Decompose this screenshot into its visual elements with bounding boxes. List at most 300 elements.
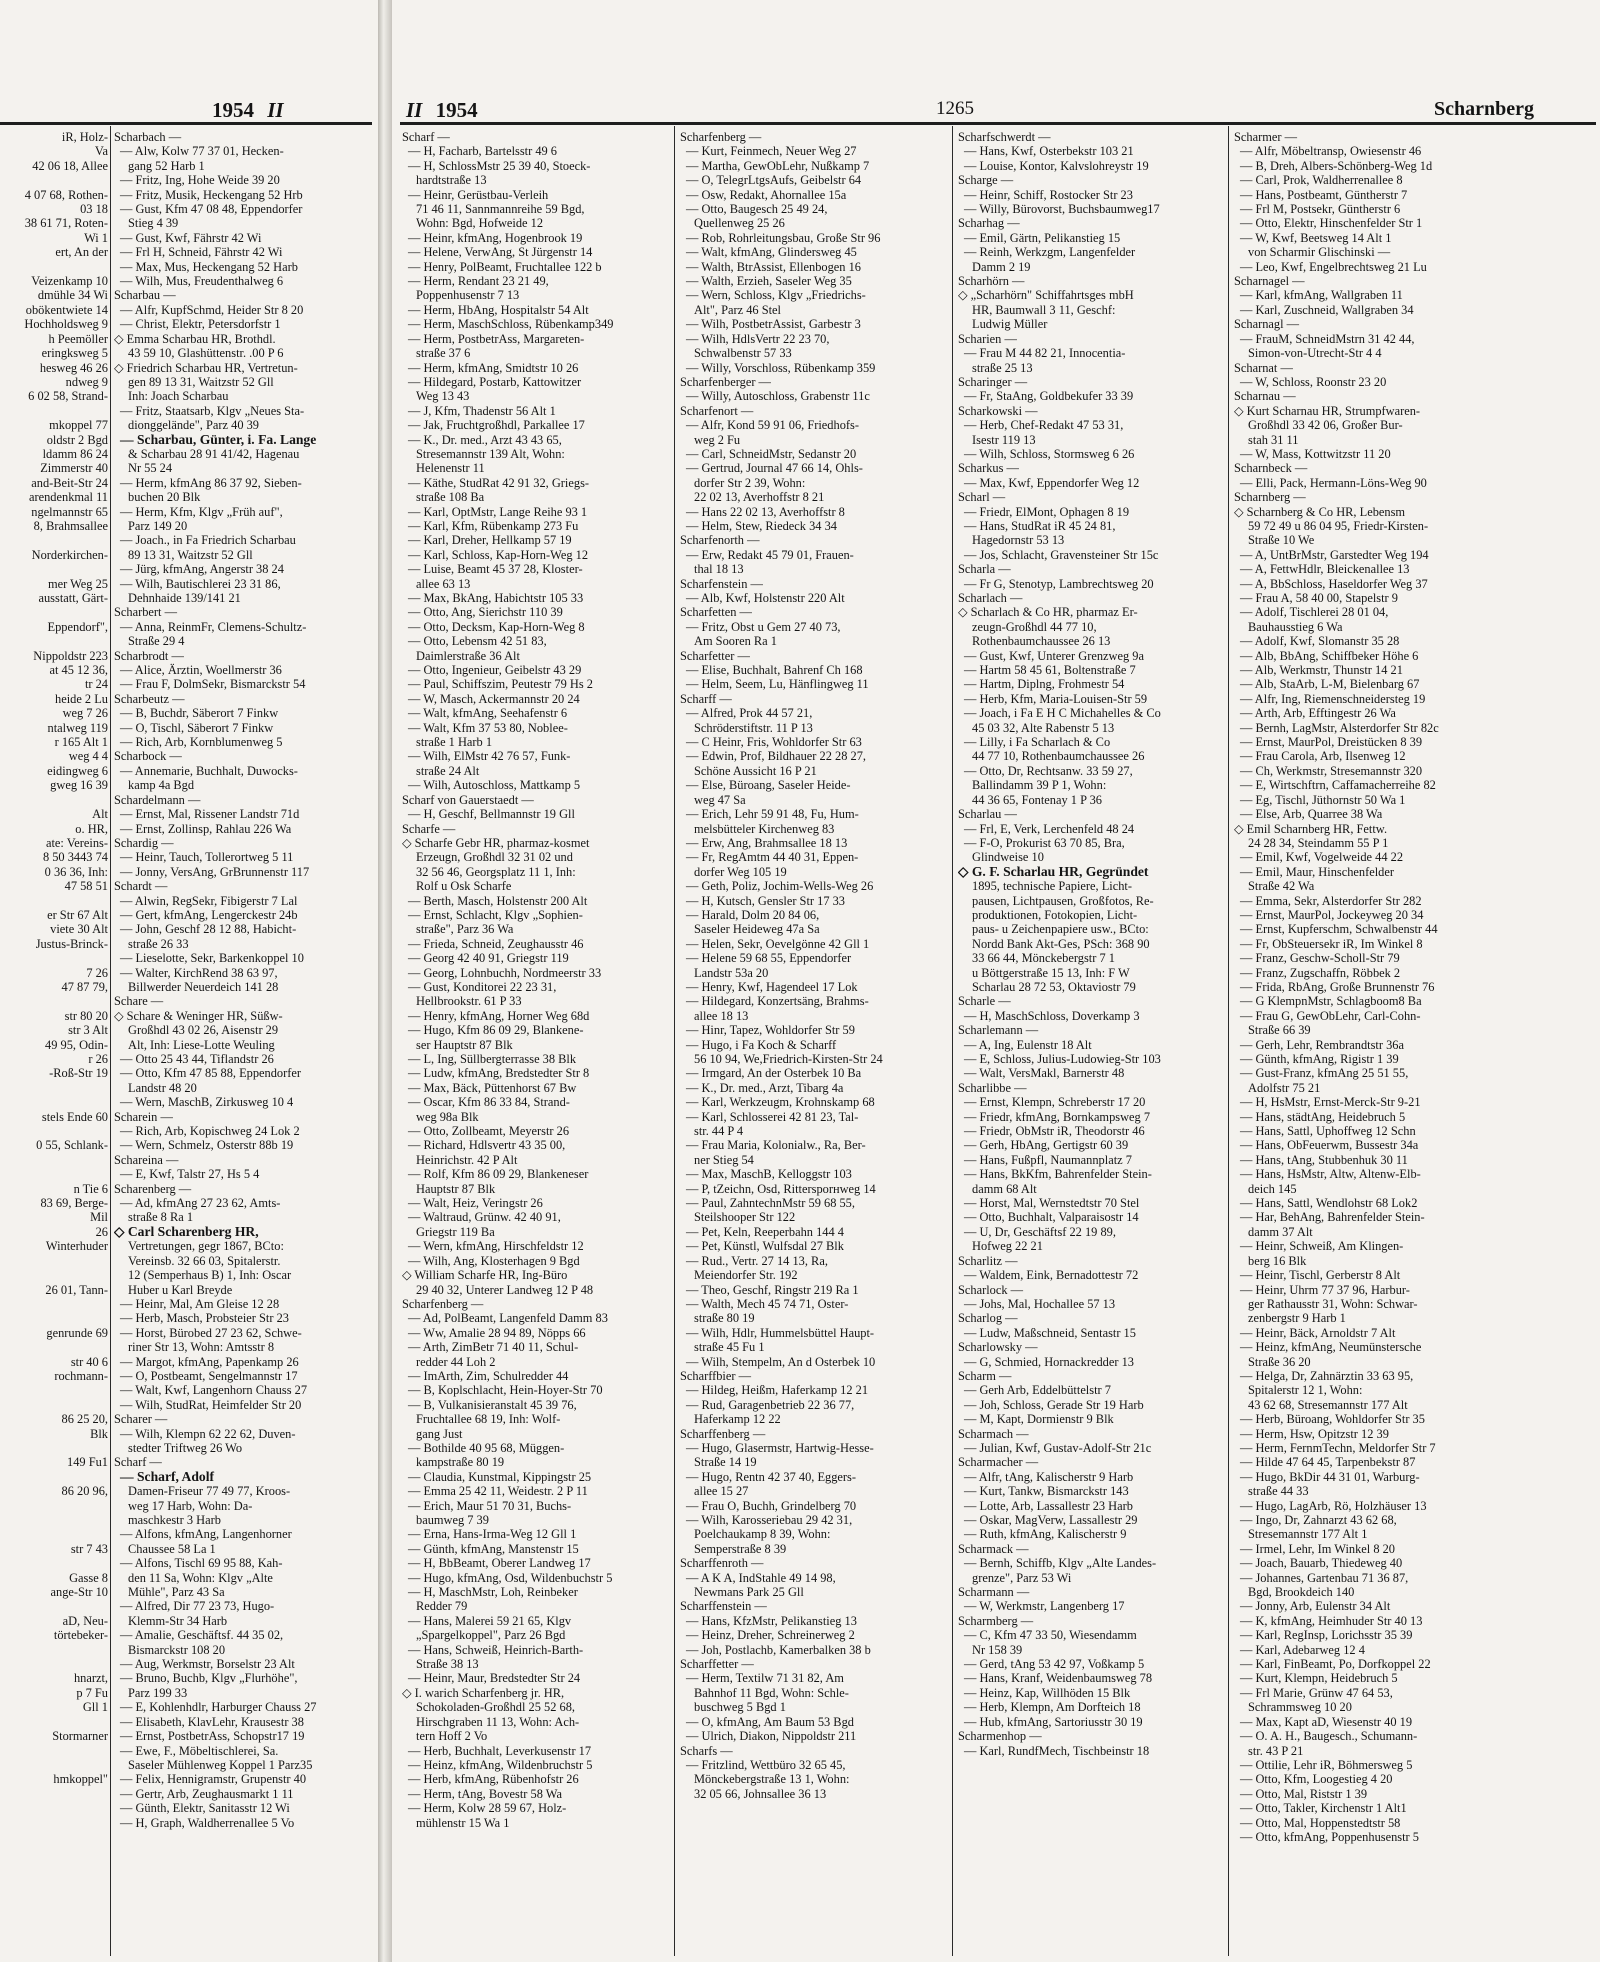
directory-line: 8, Brahmsallee [33, 518, 108, 533]
directory-line: — Otto, Mal, Hoppenstedtstr 58 [1240, 1815, 1401, 1830]
directory-line: — Frl H, Schneid, Fährstr 42 Wi [120, 245, 283, 260]
directory-line: — W, Mass, Kottwitzstr 11 20 [1240, 446, 1391, 461]
left-edge-column [0, 130, 108, 1960]
right-header-volume: II [406, 98, 423, 122]
company-entry: ◇ Emil Scharnberg HR, Fettw. [1234, 821, 1388, 836]
directory-line: Chaussee 58 La 1 [128, 1541, 216, 1556]
directory-line: — Karl, Schlosserei 42 81 23, Tal- [686, 1109, 859, 1124]
directory-line: grenze", Parz 53 Wi [972, 1570, 1072, 1585]
directory-line: Damm 2 19 [972, 259, 1031, 274]
directory-line: 49 95, Odin- [45, 1037, 108, 1052]
company-entry: ◇ „Scharhörn" Schiffahrtsges mbH [958, 288, 1134, 303]
right-column-2 [680, 130, 948, 1960]
directory-line [0, 1758, 108, 1772]
directory-line: Steilshooper Str 122 [694, 1210, 796, 1225]
directory-line: stah 31 11 [1248, 432, 1299, 447]
directory-line: Bgd, Brookdeich 140 [1248, 1585, 1355, 1600]
directory-line: iR, Holz- [61, 130, 108, 144]
directory-line: Alt [92, 807, 108, 822]
directory-line: Poelchaukamp 8 39, Wohn: [694, 1527, 831, 1542]
directory-line: — Hans, Fußpfl, Naumannplatz 7 [964, 1152, 1132, 1167]
directory-line: Inh: Joach Scharbau [128, 389, 229, 404]
directory-line: r 26 [88, 1052, 108, 1066]
directory-line: — Fritz, Ing, Hohe Weide 39 20 [120, 173, 280, 188]
directory-line: — Wilh, Karosseriebau 29 42 31, [686, 1513, 853, 1527]
directory-line: — Otto, Kfm, Loogestieg 4 20 [1240, 1772, 1393, 1787]
directory-line: — Eg, Tischl, Jüthornstr 50 Wa 1 [1240, 792, 1406, 807]
directory-line: — A, UntBrMstr, Garstedter Weg 194 [1240, 547, 1429, 562]
directory-line [0, 1744, 108, 1758]
directory-line: — Irmel, Lehr, Im Winkel 8 20 [1240, 1541, 1395, 1556]
directory-line: — O. A. H., Baugesch., Schumann- [1240, 1729, 1418, 1744]
directory-line: weg 17 Harb, Wohn: Da- [128, 1498, 253, 1513]
directory-line: — Ludw, Maßschneid, Sentastr 15 [964, 1325, 1136, 1340]
directory-line: dorfer Str 2 39, Wohn: [694, 475, 806, 490]
directory-line: — Helene, VerwAng, St Jürgenstr 14 [408, 245, 593, 260]
directory-line: Nordd Bank Akt-Ges, PSch: 368 90 [972, 936, 1150, 951]
directory-line: — Emil, Kwf, Vogelweide 44 22 [1240, 850, 1404, 865]
directory-line: Newmans Park 25 Gll [694, 1585, 804, 1600]
directory-line: — Heinr, Tischl, Gerberstr 8 Alt [1240, 1268, 1401, 1283]
company-entry: ◇ Friedrich Scharbau HR, Vertretun- [114, 360, 298, 375]
directory-line: — Emma 25 42 11, Weidestr. 2 P 11 [408, 1484, 588, 1499]
directory-line [0, 634, 108, 648]
surname-heading: Schardelmann — [114, 792, 201, 807]
directory-line: Helenenstr 11 [416, 461, 485, 476]
directory-line: Schöne Aussicht 16 P 21 [694, 763, 817, 778]
right-page [392, 0, 1600, 1981]
directory-line: — Hinr, Tapez, Wohldorfer Str 59 [686, 1023, 855, 1038]
directory-line: — Alfr, Kond 59 91 06, Friedhofs- [686, 418, 859, 433]
directory-line: — Wilh, HdlsVertr 22 23 70, [686, 331, 830, 346]
directory-line: 22 02 13, Averhoffstr 8 21 [694, 490, 825, 505]
directory-line: — Willy, Autoschloss, Grabenstr 11c [686, 389, 870, 404]
directory-line: zeugn-Großhdl 44 77 10, [972, 619, 1097, 634]
directory-line: — G KlempnMstr, Schlagboom8 Ba [1240, 994, 1422, 1009]
directory-line: Schwalbenstr 57 33 [694, 346, 792, 361]
surname-heading: Scharbock — [114, 749, 182, 764]
directory-line [0, 793, 108, 807]
directory-line: Zimmerstr 40 [40, 461, 108, 476]
directory-line: — Fr, ObSteuersekr iR, Im Winkel 8 [1240, 936, 1423, 951]
directory-line: — Ernst, Zollinsp, Rahlau 226 Wa [120, 821, 292, 836]
directory-line: — Leo, Kwf, Engelbrechtsweg 21 Lu [1240, 259, 1427, 274]
directory-line: — Jak, Fruchtgroßhdl, Parkallee 17 [408, 418, 585, 433]
directory-line: str. 43 P 21 [1248, 1743, 1304, 1758]
surname-heading: Scharl — [958, 490, 1006, 505]
directory-line: — Adolf, Kwf, Slomanstr 35 28 [1240, 634, 1400, 649]
directory-line: — Carl, SchneidMstr, Sedanstr 20 [686, 446, 857, 461]
directory-line: — Hartm 58 45 61, Boltenstraße 7 [964, 663, 1136, 678]
directory-line: — Oskar, MagVerw, Lassallestr 29 [964, 1513, 1138, 1527]
directory-line: — B, Buchdr, Säberort 7 Finkw [120, 706, 279, 721]
directory-line: 32 56 46, Georgsplatz 11 1, Inh: [416, 864, 576, 879]
directory-line: — Max, Kapt aD, Wiesenstr 40 19 [1240, 1714, 1413, 1729]
directory-line: — Karl, OptMstr, Lange Reihe 93 1 [408, 504, 588, 519]
directory-line: — Henry, kfmAng, Horner Weg 68d [408, 1008, 590, 1023]
directory-line: weg 4 4 [68, 749, 108, 764]
directory-line: — Herm, PostbetrAss, Margareten- [408, 331, 585, 346]
directory-line: — Paul, Schiffszim, Peutestr 79 Hs 2 [408, 677, 593, 692]
directory-line: — Heinr, Mal, Am Gleise 12 28 [120, 1296, 280, 1311]
directory-line: viete 30 Alt [50, 922, 108, 937]
directory-line: — Theo, Geschf, Ringstr 219 Ra 1 [686, 1282, 859, 1297]
directory-line [0, 605, 108, 619]
directory-line: — H, MaschMstr, Loh, Reinbeker [408, 1585, 578, 1600]
directory-line: Winterhuder [45, 1239, 108, 1254]
directory-line: — Herb, Masch, Probsteier Str 23 [120, 1311, 289, 1326]
directory-line: — Walter, KirchRend 38 63 97, [120, 965, 278, 980]
directory-line: Saseler Heideweg 47a Sa [694, 922, 820, 937]
directory-line: — Ingo, Dr, Zahnarzt 43 62 68, [1240, 1513, 1397, 1527]
directory-line: Alt", Parz 46 Stel [694, 302, 781, 317]
directory-line: — Hans, KfzMstr, Pelikanstieg 13 [686, 1613, 857, 1628]
surname-heading: Scharnat — [1234, 360, 1293, 375]
directory-line: Großhdl 33 42 06, Großer Bur- [1248, 418, 1403, 433]
directory-line: — Irmgard, An der Osterbek 10 Ba [686, 1066, 862, 1081]
directory-line: — Elise, Buchhalt, Bahrenf Ch 168 [686, 663, 863, 678]
directory-line: — Bothilde 40 95 68, Müggen- [408, 1440, 565, 1455]
directory-line: Wohn: Bgd, Hofweide 12 [416, 216, 544, 231]
directory-line [0, 1081, 108, 1095]
directory-line: Bahnhof 11 Bgd, Wohn: Schle- [694, 1685, 849, 1700]
directory-line: — Joach, Bauarb, Thiedeweg 40 [1240, 1556, 1403, 1571]
directory-line: — Gertrud, Journal 47 66 14, Ohls- [686, 461, 863, 476]
directory-line: — Georg 42 40 91, Griegstr 119 [408, 951, 569, 966]
directory-line: — Otto 25 43 44, Tiflandstr 26 [120, 1052, 274, 1066]
directory-line: — Walt, kfmAng, Glindersweg 45 [686, 245, 857, 260]
directory-line: — Ww, Amalie 28 94 89, Nöpps 66 [408, 1325, 586, 1340]
directory-line: Mühle", Parz 43 Sa [128, 1585, 225, 1600]
directory-line: — Helm, Seem, Lu, Hänflingweg 11 [686, 677, 869, 692]
directory-line: Billwerder Neuerdeich 141 28 [128, 979, 279, 994]
directory-line: — Heinr, Schweiß, Am Klingen- [1240, 1239, 1404, 1254]
directory-line: — Karl, Werkzeugm, Krohnskamp 68 [686, 1095, 875, 1110]
directory-line: von Scharmir Glischinski — [1248, 245, 1391, 260]
directory-line: — Ad, PolBeamt, Langenfeld Damm 83 [408, 1311, 608, 1326]
directory-line: str 80 20 [64, 1008, 108, 1023]
directory-line: deich 145 [1248, 1181, 1297, 1196]
directory-line: baumweg 7 39 [416, 1513, 489, 1527]
directory-line: — Alwin, RegSekr, Fibigerstr 7 Lal [120, 893, 298, 908]
directory-line: — Willy, Bürovorst, Buchsbaumweg17 [964, 202, 1160, 217]
directory-line: straße", Parz 36 Wa [416, 922, 514, 937]
directory-line: — Heinr, Schiff, Rostocker Str 23 [964, 187, 1133, 202]
directory-line: — Wilh, Mus, Freudenthalweg 6 [120, 274, 284, 289]
directory-line: — Gerh, HbAng, Gertigstr 60 39 [964, 1138, 1129, 1153]
directory-line: — Fritz, Staatsarb, Klgv „Neues Sta- [120, 403, 305, 418]
surname-heading: Scharffenberg — [680, 1426, 766, 1441]
directory-line: weg 98a Blk [416, 1109, 479, 1124]
directory-line: — A, BbSchloss, Haseldorfer Weg 37 [1240, 576, 1428, 591]
directory-line: — Hugo, LagArb, Rö, Holzhäuser 13 [1240, 1498, 1427, 1513]
directory-line: 47 87 79, [61, 979, 108, 994]
directory-line: — Frl Marie, Grünw 47 64 53, [1240, 1685, 1393, 1700]
surname-heading: Scharf — [402, 130, 450, 144]
company-entry: ◇ William Scharfe HR, Ing-Büro [402, 1268, 568, 1283]
surname-heading: Scharmann — [958, 1585, 1030, 1600]
directory-line: — Wilh, Bautischlerei 23 31 86, [120, 576, 281, 591]
directory-line: — Friedr, kfmAng, Bornkampsweg 7 [964, 1109, 1151, 1124]
directory-line: 149 Fu1 [67, 1455, 108, 1470]
column-divider [1228, 126, 1229, 1956]
directory-line: weg 7 26 [62, 706, 108, 721]
directory-line: — Wern, MaschB, Zirkusweg 10 4 [120, 1095, 294, 1110]
directory-line: riner Str 13, Wohn: Amtsstr 8 [128, 1340, 275, 1355]
directory-line: gweg 16 39 [50, 778, 108, 793]
directory-line: — Heinr, Gerüstbau-Verleih [408, 187, 549, 202]
directory-line: o. HR, [75, 821, 108, 836]
directory-line: Hirschgraben 11 13, Wohn: Ach- [416, 1714, 580, 1729]
directory-line: Schrammsweg 10 20 [1248, 1700, 1352, 1715]
directory-line: — Kurt, Tankw, Bismarckstr 143 [964, 1484, 1129, 1499]
directory-line: — Herm, MaschSchloss, Rübenkamp349 [408, 317, 614, 332]
surname-heading: Scharmach — [958, 1426, 1029, 1441]
directory-line: Schokoladen-Großhdl 25 52 68, [416, 1700, 575, 1715]
directory-line: — H, MaschSchloss, Doverkamp 3 [964, 1008, 1140, 1023]
directory-line: — Jos, Schlacht, Gravensteiner Str 15c [964, 547, 1159, 562]
directory-line: melsbütteler Kirchenweg 83 [694, 821, 835, 836]
directory-line: — Hartm, Diplng, Frohmestr 54 [964, 677, 1125, 692]
directory-line: — H, Graph, Waldherrenallee 5 Vo [120, 1815, 295, 1830]
surname-heading: Scharien — [958, 331, 1017, 346]
directory-line: straße 37 6 [416, 346, 471, 361]
book-gutter [378, 0, 392, 1981]
directory-line: Ludwig Müller [972, 317, 1048, 332]
directory-line: Semperstraße 8 39 [694, 1541, 787, 1556]
directory-line: — G, Schmied, Hornackredder 13 [964, 1354, 1134, 1369]
directory-line: Straße 36 20 [1248, 1354, 1311, 1369]
directory-line: obökentwiete 14 [25, 302, 108, 317]
directory-line: — Frau F, DolmSekr, Bismarckstr 54 [120, 677, 306, 692]
directory-line [0, 1643, 108, 1657]
directory-line: 47 58 51 [64, 879, 108, 894]
company-entry: ◇ Scharnberg & Co HR, Lebensm [1234, 504, 1406, 519]
directory-line: damm 37 Alt [1248, 1224, 1313, 1239]
directory-line: — Hans, Postbeamt, Güntherstr 7 [1240, 187, 1408, 202]
directory-line: Poppenhusenstr 7 13 [416, 288, 520, 303]
surname-heading: Scharmacher — [958, 1455, 1039, 1470]
surname-heading: Scharnau — [1234, 389, 1296, 404]
running-head: Scharnberg [1434, 98, 1534, 120]
directory-line: — Herm, kfmAng 86 37 92, Sieben- [120, 475, 302, 490]
directory-line: — Arth, ZimBetr 71 40 11, Schul- [408, 1340, 579, 1355]
directory-line: — Walt, Heiz, Veringstr 26 [408, 1196, 543, 1211]
directory-line: — Hans, HsMstr, Altw, Altenw-Elb- [1240, 1167, 1421, 1182]
directory-line: — Otto, Elektr, Hinschenfelder Str 1 [1240, 216, 1423, 231]
page-number: 1265 [936, 98, 974, 119]
surname-heading: Scharbau — [114, 288, 176, 303]
directory-line: — Pet, Keln, Reeperbahn 144 4 [686, 1224, 844, 1239]
directory-line: n Tie 6 [73, 1181, 108, 1196]
surname-heading: Scharbach — [114, 130, 182, 144]
directory-line: — Hildegard, Postarb, Kattowitzer [408, 374, 582, 389]
directory-line: ate: Vereins- [45, 835, 108, 850]
directory-line: — Annemarie, Buchhalt, Duwocks- [120, 763, 298, 778]
directory-line: — Karl, Kfm, Rübenkamp 273 Fu [408, 518, 579, 533]
surname-heading: Scharinger — [958, 374, 1028, 389]
directory-line: eidingweg 6 [47, 763, 108, 778]
directory-line: — Otto, Baugesch 25 49 24, [686, 202, 828, 217]
directory-line [0, 1398, 108, 1412]
directory-line: weg 47 Sa [694, 792, 746, 807]
directory-line: hardtstraße 13 [416, 173, 487, 188]
directory-line: stels Ende 60 [41, 1109, 108, 1124]
directory-line: — Heinr, kfmAng, Hogenbrook 19 [408, 230, 583, 245]
surname-heading: Scharkowski — [958, 403, 1038, 418]
directory-line: 6 02 58, Strand- [28, 389, 108, 404]
surname-heading: Scharnbeck — [1234, 461, 1308, 476]
directory-line [0, 1340, 108, 1354]
directory-line: — Jonny, VersAng, GrBrunnenstr 117 [120, 864, 310, 879]
directory-line: 12 (Semperhaus B) 1, Inh: Oscar [128, 1268, 292, 1283]
directory-line [0, 1383, 108, 1397]
surname-heading: Scharfenberger — [680, 374, 771, 389]
directory-line: str 40 6 [70, 1354, 108, 1369]
directory-line: — Heinr, Uhrm 77 37 96, Harbur- [1240, 1282, 1410, 1297]
directory-line: — Hans, BkKfm, Bahrenfelder Stein- [964, 1167, 1152, 1182]
directory-line: — Heinr, Maur, Bredstedter Str 24 [408, 1671, 581, 1686]
directory-line: — Frau A, 58 40 00, Stapelstr 9 [1240, 591, 1398, 605]
directory-line: — Frau G, GewObLehr, Carl-Cohn- [1240, 1008, 1421, 1023]
directory-line: Straße 29 4 [128, 634, 185, 649]
directory-line: p 7 Fu [76, 1685, 108, 1700]
directory-line: — Fritz, Musik, Heckengang 52 Hrb [120, 187, 303, 202]
directory-line: — Otto, Kfm 47 85 88, Eppendorfer [120, 1066, 302, 1081]
directory-line: — M, Kapt, Dormienstr 9 Blk [964, 1412, 1114, 1427]
directory-line: 44 77 10, Rothenbaumchaussee 26 [972, 749, 1145, 764]
directory-line: — Walt, VersMakl, Barnerstr 48 [964, 1066, 1125, 1081]
directory-line: — Helene 59 68 55, Eppendorfer [686, 951, 852, 966]
surname-heading: Schardig — [114, 835, 174, 850]
surname-heading: Scharlock — [958, 1282, 1024, 1297]
directory-line: — Frl M, Postsekr, Güntherstr 6 [1240, 202, 1401, 217]
directory-line: — Berth, Masch, Holstenstr 200 Alt [408, 893, 588, 908]
directory-line: Straße 10 We [1248, 533, 1315, 548]
surname-heading: Scharfschwerdt — [958, 130, 1051, 144]
directory-line: — Erw, Redakt 45 79 01, Frauen- [686, 547, 854, 562]
directory-line: allee 18 13 [694, 1008, 749, 1023]
directory-line: Quellenweg 25 26 [694, 216, 785, 231]
surname-heading: Scharkus — [958, 461, 1019, 476]
surname-heading: Scharfenberg — [402, 1296, 484, 1311]
directory-line: maschkestr 3 Harb [128, 1513, 221, 1527]
directory-line: Huber u Karl Breyde [128, 1282, 233, 1297]
column-divider [110, 126, 111, 1956]
directory-line: — Alb, BbAng, Schiffbeker Höhe 6 [1240, 648, 1419, 663]
directory-line: — Walth, Erzieh, Saseler Weg 35 [686, 274, 852, 289]
surname-heading: Scharf — [114, 1455, 162, 1470]
directory-line: — L, Ing, Süllbergterrasse 38 Blk [408, 1052, 577, 1066]
directory-line: Rolf u Osk Scharfe [416, 879, 512, 894]
directory-line: Spitalerstr 12 1, Wohn: [1248, 1383, 1363, 1398]
directory-line: 38 61 71, Roten- [24, 216, 108, 231]
directory-line: — Wilh, PostbetrAssist, Garbestr 3 [686, 317, 861, 332]
directory-line: — Wilh, StudRat, Heimfelder Str 20 [120, 1397, 302, 1412]
directory-line [0, 1153, 108, 1167]
directory-line: — Ernst, PostbetrAss, Schopstr17 19 [120, 1729, 305, 1744]
directory-line [0, 1556, 108, 1570]
directory-line: — Henry, PolBeamt, Fruchtallee 122 b [408, 259, 602, 274]
directory-line: — Hugo, Rentn 42 37 40, Eggers- [686, 1469, 857, 1484]
directory-line: — Otto, Buchhalt, Valparaisostr 14 [964, 1210, 1139, 1225]
directory-line: — Johs, Mal, Hochallee 57 13 [964, 1296, 1116, 1311]
directory-line: „Spargelkoppel", Parz 26 Bgd [416, 1628, 566, 1643]
directory-line: — Erna, Hans-Irma-Weg 12 Gll 1 [408, 1527, 577, 1542]
directory-line: — Karl, RegInsp, Lorichsstr 35 39 [1240, 1628, 1413, 1643]
directory-line: aD, Neu- [62, 1613, 108, 1628]
company-entry: ◇ Scharfe Gebr HR, pharmaz-kosmet [402, 835, 590, 850]
directory-line: — Gerd, tAng 53 42 97, Voßkamp 5 [964, 1657, 1145, 1672]
directory-line: kamp 4a Bgd [128, 778, 195, 793]
surname-heading: Scharlau — [958, 807, 1017, 822]
directory-line: Straße 42 Wa [1248, 879, 1315, 894]
directory-line: — Max, Mus, Heckengang 52 Harb [120, 259, 298, 274]
directory-line: — Fritzlind, Wettbüro 32 65 45, [686, 1757, 846, 1772]
surname-heading: Scharffenstein — [680, 1599, 767, 1614]
directory-line: — Franz, Zugschaffn, Röbbek 2 [1240, 965, 1401, 980]
surname-heading: Scharnagl — [1234, 317, 1300, 332]
directory-line: — Herb, Buchhalt, Leverkusenstr 17 [408, 1743, 592, 1758]
directory-line: — Gerh, Lehr, Rembrandtstr 36a [1240, 1037, 1404, 1052]
directory-line: — Arth, Arb, Efftingestr 26 Wa [1240, 706, 1396, 721]
directory-line: — Walt, Kwf, Langenhorn Chauss 27 [120, 1383, 308, 1398]
directory-line: — John, Geschf 28 12 88, Habicht- [120, 922, 297, 937]
directory-line: — Walth, Mech 45 74 71, Oster- [686, 1296, 849, 1311]
directory-line: — Wilh, Hdlr, Hummelsbüttel Haupt- [686, 1325, 875, 1340]
directory-line: — Rob, Rohrleitungsbau, Große Str 96 [686, 230, 881, 245]
directory-line: — Henry, Kwf, Hagendeel 17 Lok [686, 979, 858, 994]
directory-line: — Herm, Textilw 71 31 82, Am [686, 1671, 844, 1686]
directory-line: — Scharf, Adolf [120, 1469, 215, 1484]
surname-heading: Scharmer — [1234, 130, 1297, 144]
surname-heading: Scharenberg — [114, 1181, 192, 1196]
directory-line: — C, Kfm 47 33 50, Wiesendamm [964, 1628, 1137, 1643]
directory-line: buschweg 5 Bgd 1 [694, 1700, 786, 1715]
directory-line: — Gust, Kwf, Fährstr 42 Wi [120, 230, 262, 245]
directory-line: — Frau Carola, Arb, Ilsenweg 12 [1240, 749, 1406, 764]
directory-line: — Günth, Elektr, Sanitasstr 12 Wi [120, 1801, 290, 1816]
directory-line: mkoppel 77 [49, 418, 108, 433]
directory-line [0, 1499, 108, 1513]
surname-heading: Scharffenroth — [680, 1556, 764, 1571]
directory-line: — Ewe, F., Möbeltischlerei, Sa. [120, 1743, 279, 1758]
directory-line: — Wern, Schmelz, Osterstr 88b 19 [120, 1138, 294, 1153]
company-entry: ◇ Schare & Weninger HR, Süßw- [114, 1008, 283, 1023]
directory-line: — Ernst, MaurPol, Jockeyweg 20 34 [1240, 907, 1424, 922]
directory-line: Vereinsb. 32 66 03, Spitalerstr. [128, 1253, 281, 1268]
directory-line: — Frl, E, Verk, Lerchenfeld 48 24 [964, 821, 1135, 836]
directory-line: — Gust, Kwf, Unterer Grenzweg 9a [964, 648, 1144, 663]
directory-line: — Helm, Stew, Riedeck 34 34 [686, 518, 837, 533]
directory-line: — Oscar, Kfm 86 33 84, Strand- [408, 1095, 570, 1110]
directory-line: 42 06 18, Allee [32, 158, 108, 173]
directory-line: Nippoldstr 223 [33, 648, 108, 663]
directory-line: — Heinr, Bäck, Arnoldstr 7 Alt [1240, 1325, 1396, 1340]
directory-line: straße 45 Fu 1 [694, 1340, 765, 1355]
directory-line: — Helga, Dr, Zahnärztin 33 63 95, [1240, 1368, 1414, 1383]
directory-line: — Adolf, Tischlerei 28 01 04, [1240, 605, 1389, 620]
directory-line: — Geth, Poliz, Jochim-Wells-Weg 26 [686, 879, 874, 894]
directory-line: — Reinh, Werkzgm, Langenfelder [964, 245, 1136, 260]
directory-line: buchen 20 Blk [128, 490, 201, 505]
directory-line: — W, Kwf, Beetsweg 14 Alt 1 [1240, 230, 1392, 245]
directory-line: — Herm, Hsw, Opitzstr 12 39 [1240, 1426, 1389, 1441]
directory-line: — Walt, kfmAng, Seehafenstr 6 [408, 706, 568, 721]
directory-line: — Otto, Zollbeamt, Meyerstr 26 [408, 1124, 570, 1139]
directory-line: — Alfons, Tischl 69 95 88, Kah- [120, 1556, 283, 1571]
directory-line: Bismarckstr 108 20 [128, 1642, 226, 1657]
